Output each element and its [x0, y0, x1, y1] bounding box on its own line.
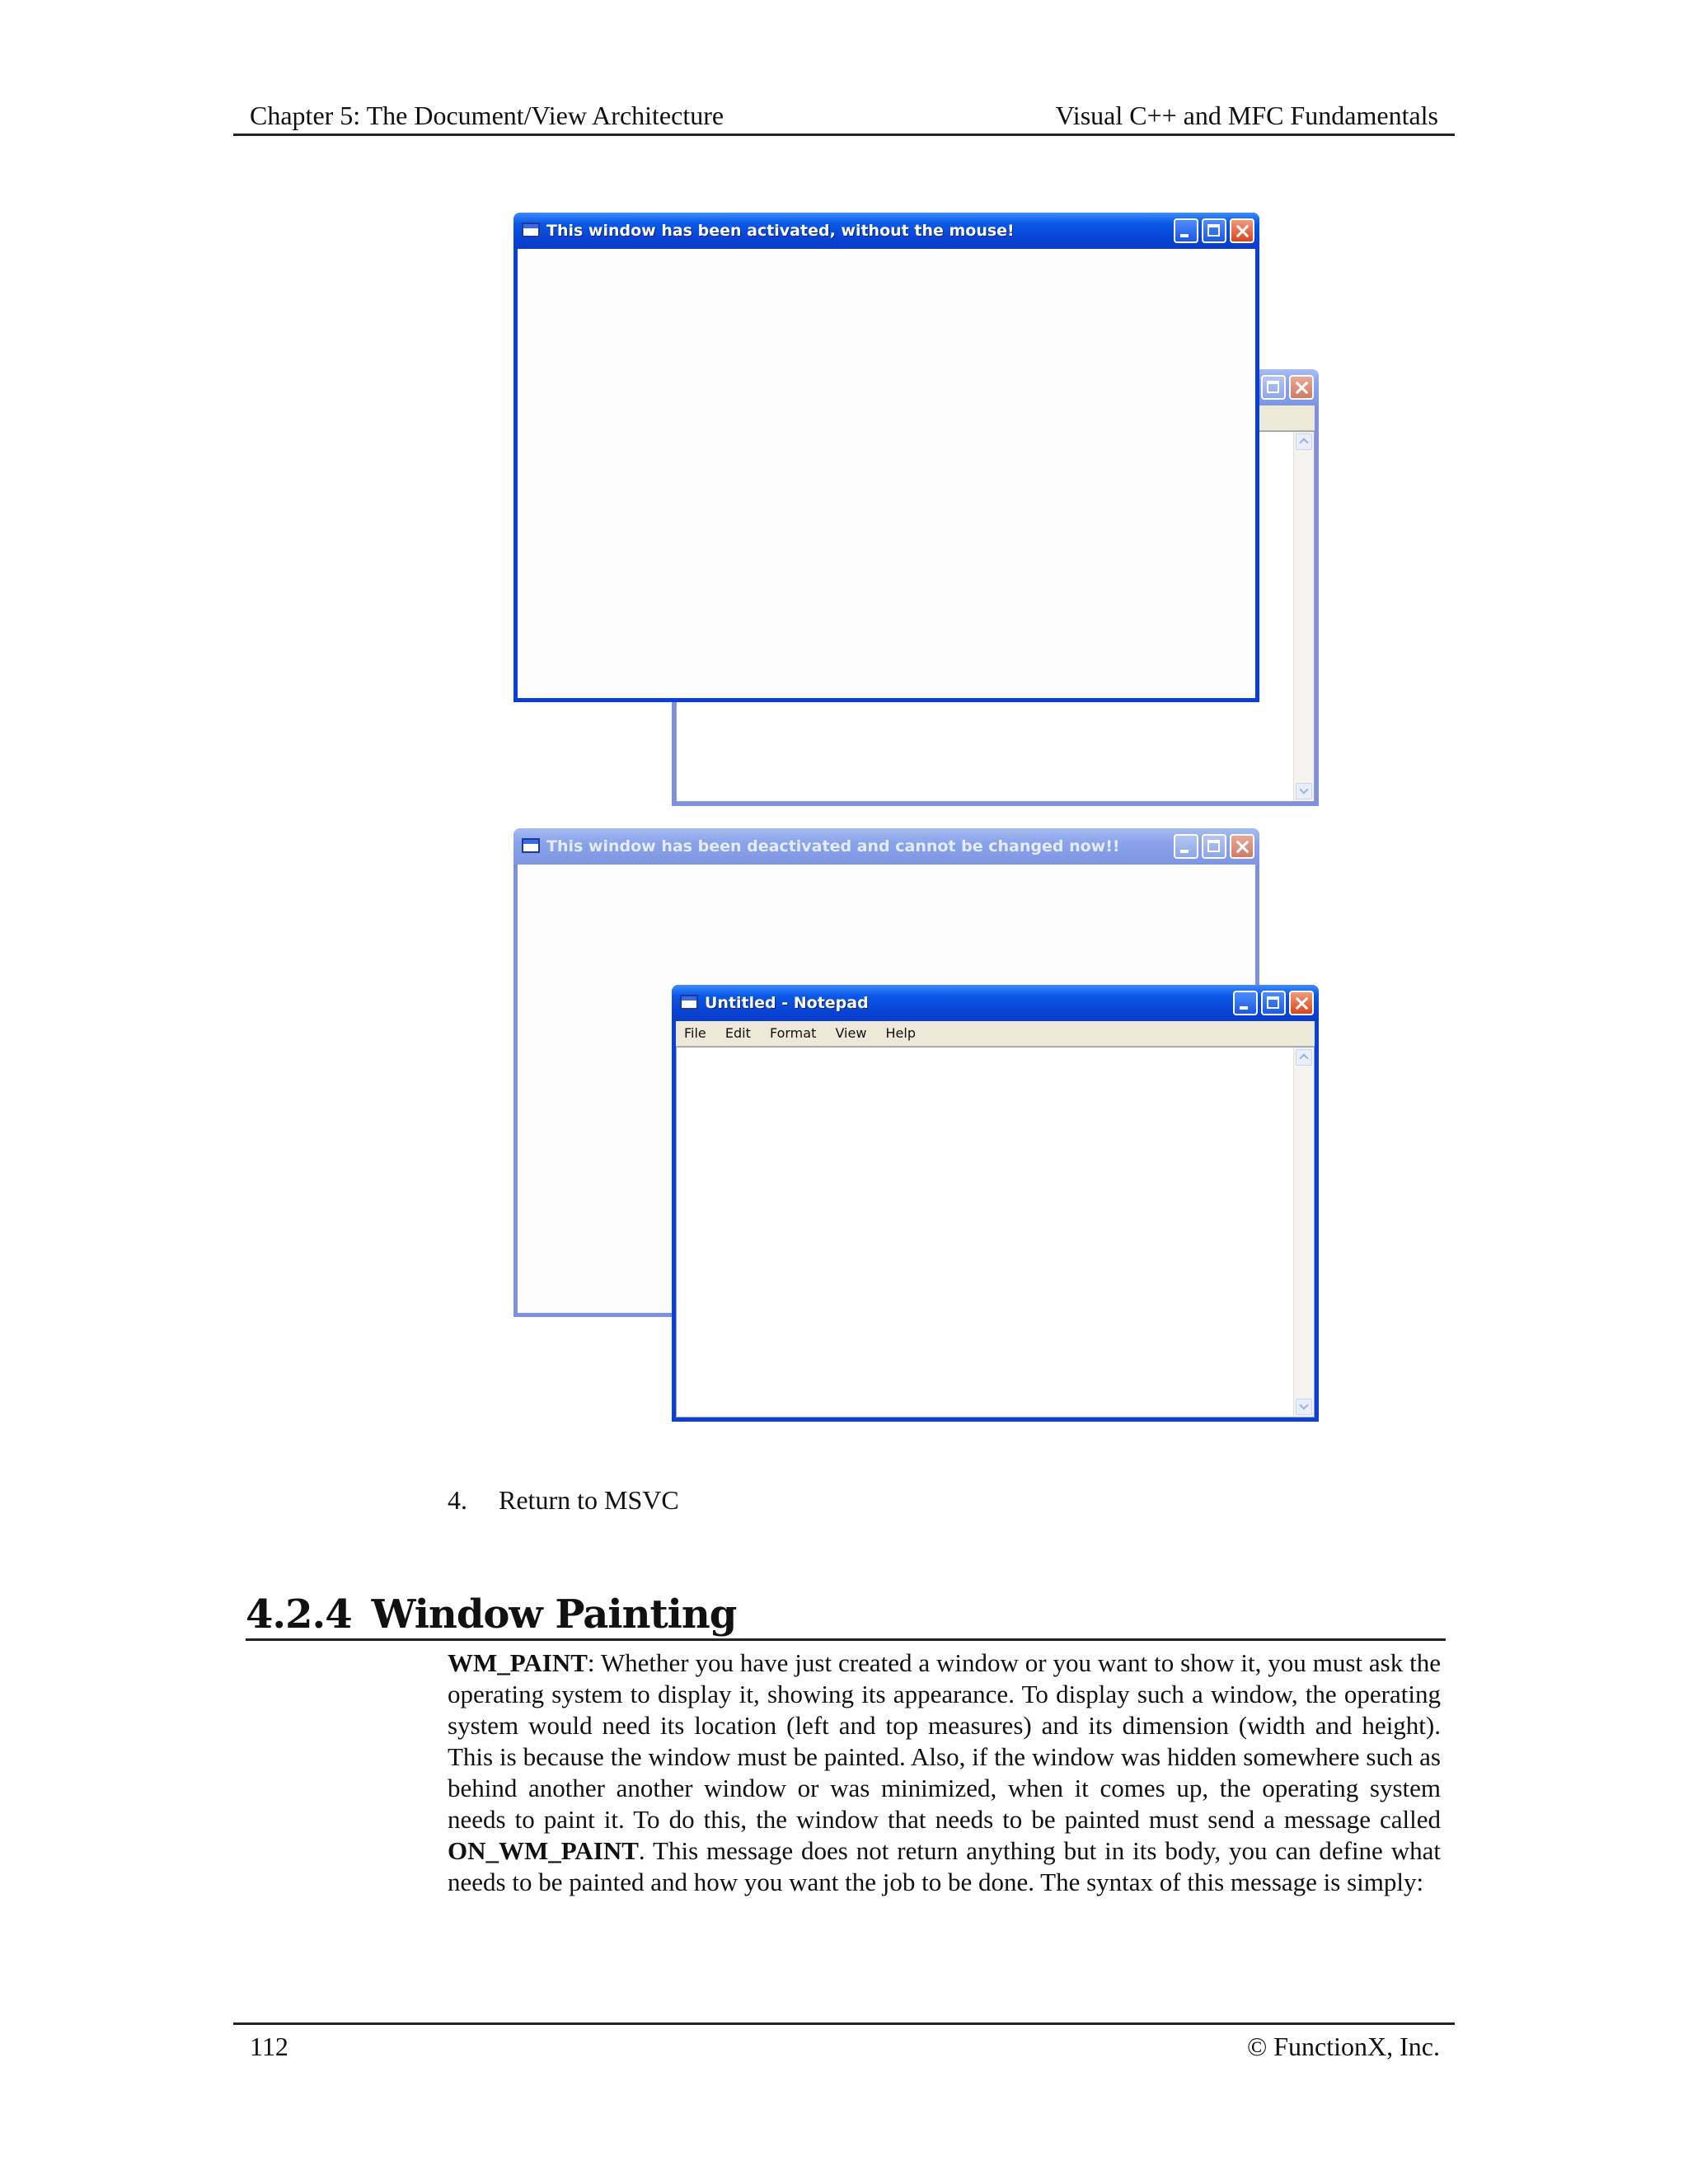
menu-help[interactable]: Help: [885, 1025, 916, 1041]
maximize-icon[interactable]: [1202, 834, 1226, 859]
maximize-icon[interactable]: [1261, 991, 1286, 1015]
caption-buttons: [1174, 834, 1254, 859]
menu-view[interactable]: View: [835, 1025, 867, 1041]
paragraph-text-2: . This message does not return anything but in its body, you can define what needs to be painted and how you want the job to be done. The syntax of this message is simply:: [448, 1836, 1441, 1896]
window-client: [676, 1021, 1315, 1418]
menu-format[interactable]: Format: [769, 1025, 817, 1041]
close-icon[interactable]: [1230, 834, 1254, 859]
window-icon: [522, 838, 540, 853]
step-number: 4.: [448, 1485, 467, 1515]
title-bar: [513, 213, 1259, 249]
vertical-scrollbar[interactable]: [1293, 432, 1314, 801]
close-icon[interactable]: [1230, 218, 1254, 243]
paragraph-text-1: : Whether you have just created a window or you want to show it, you must ask the operating system to display it, showing its appearance. To display such a window, the operating system would need its location (left and top measures) and its dimension (width and height). This is because the window must be painted. Also, if the window was hidden somewhere such as behind another another window or was minimized, when it comes up, the operating system needs to paint it. To do this, the window that needs to be painted must send a message called: [448, 1648, 1441, 1834]
minimize-icon[interactable]: [1174, 834, 1198, 859]
step-item: [448, 1483, 679, 1516]
window-client: [518, 249, 1255, 698]
notepad-icon: [680, 995, 698, 1010]
section-heading: [246, 1591, 1446, 1641]
caption-buttons: [1233, 991, 1314, 1015]
minimize-icon[interactable]: [1233, 991, 1258, 1015]
copyright: © FunctionX, Inc.: [1246, 2032, 1440, 2061]
figure1-front-window: [513, 213, 1259, 702]
page-header: [233, 97, 1455, 136]
menu-edit[interactable]: Edit: [724, 1025, 751, 1041]
body-paragraph: [448, 1647, 1441, 1898]
term-wm-paint: WM_PAINT: [448, 1648, 588, 1677]
scroll-up-icon[interactable]: [1296, 434, 1312, 450]
page-footer: [233, 2022, 1455, 2066]
close-icon[interactable]: [1289, 991, 1314, 1015]
section-number: 4.2.4: [246, 1591, 352, 1638]
caption-buttons: [1261, 375, 1314, 400]
window-icon: [522, 223, 540, 237]
title-bar: [513, 828, 1259, 865]
notepad-window: [672, 985, 1319, 1422]
menu-bar: [676, 1021, 1315, 1047]
chapter-title: Chapter 5: The Document/View Architecture: [250, 101, 724, 130]
scroll-up-icon[interactable]: [1296, 1049, 1312, 1066]
step-text: Return to MSVC: [499, 1485, 679, 1515]
edit-area[interactable]: [676, 1047, 1315, 1418]
maximize-icon[interactable]: [1202, 218, 1226, 243]
scroll-down-icon[interactable]: [1296, 1399, 1312, 1415]
minimize-icon[interactable]: [1174, 218, 1198, 243]
message-name: ON_WM_PAINT: [448, 1836, 639, 1865]
menu-file[interactable]: File: [684, 1025, 706, 1041]
scroll-down-icon[interactable]: [1296, 783, 1312, 799]
window-title: This window has been activated, without the mouse!: [546, 222, 1015, 240]
book-title: Visual C++ and MFC Fundamentals: [1055, 101, 1438, 130]
caption-buttons: [1174, 218, 1254, 243]
window-title: This window has been deactivated and cannot be changed now!!: [546, 837, 1120, 855]
close-icon[interactable]: [1289, 375, 1314, 400]
maximize-icon[interactable]: [1261, 375, 1286, 400]
window-title: Untitled - Notepad: [705, 994, 869, 1012]
page-number: 112: [250, 2032, 288, 2061]
section-title: Window Painting: [371, 1591, 737, 1638]
title-bar: [672, 985, 1319, 1021]
vertical-scrollbar[interactable]: [1293, 1047, 1314, 1417]
